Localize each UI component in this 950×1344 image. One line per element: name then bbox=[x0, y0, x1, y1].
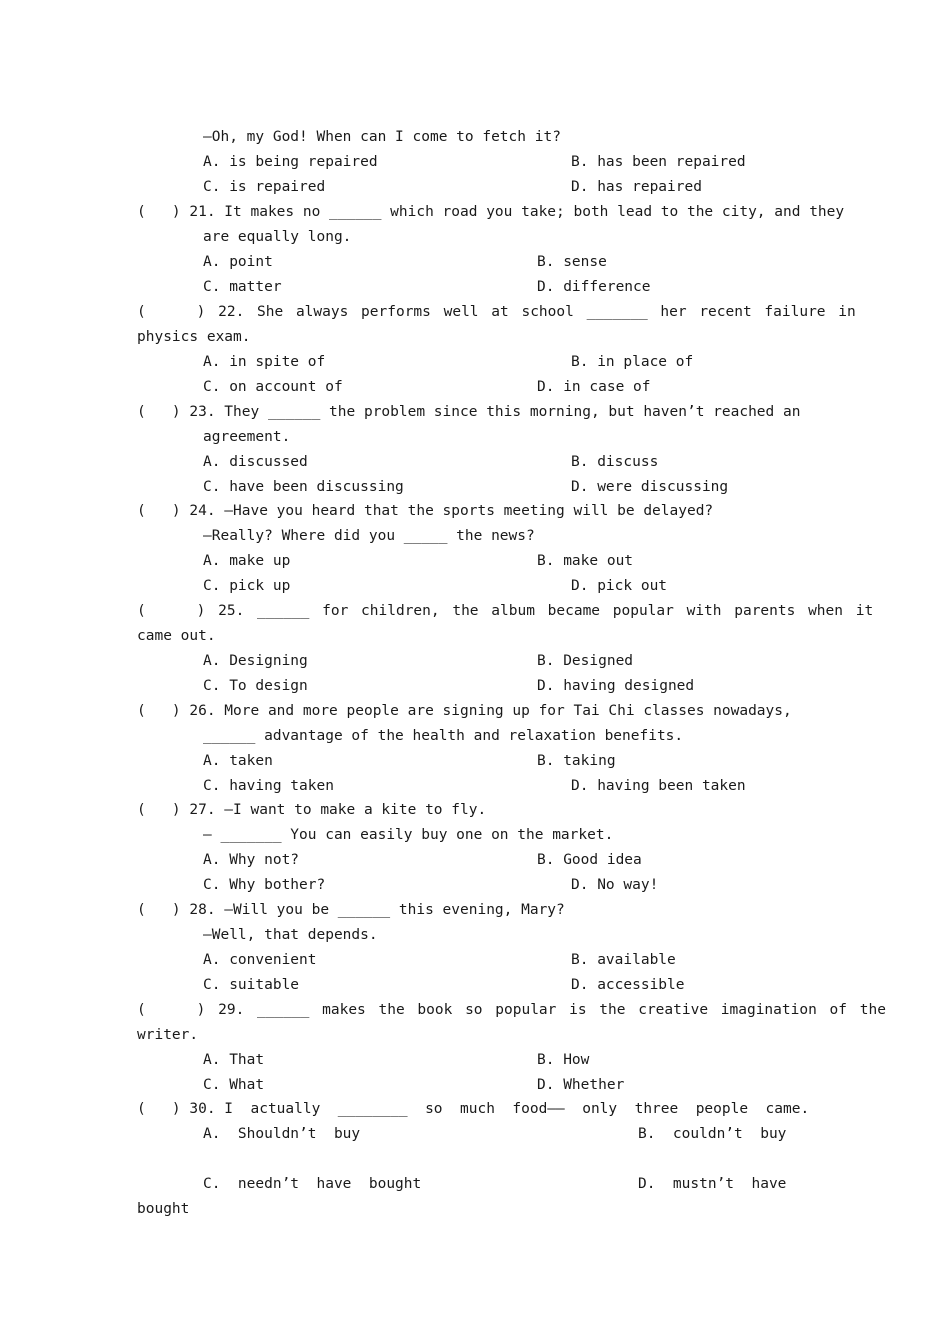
q28-response: —Well, that depends. bbox=[203, 927, 378, 943]
q21-option-c: C. matter bbox=[203, 279, 282, 295]
q21-stem: ( ) 21. It makes no ______ which road you take; both lead to the city, and they bbox=[137, 204, 845, 220]
q28-option-c: C. suitable bbox=[203, 977, 300, 993]
q23-stem: ( ) 23. They ______ the problem since this morning, but haven’t reached an bbox=[137, 404, 801, 420]
q23-option-a: A. discussed bbox=[203, 454, 308, 470]
q29-option-c: C. What bbox=[203, 1077, 265, 1093]
q26-stem-cont: ______ advantage of the health and relaxation benefits. bbox=[203, 728, 684, 744]
q27-option-c: C. Why bother? bbox=[203, 877, 326, 893]
q24-stem: ( ) 24. —Have you heard that the sports meeting will be delayed? bbox=[137, 503, 714, 519]
q30-option-a: A. Shouldn’t buy bbox=[203, 1126, 361, 1142]
q20-response: —Oh, my God! When can I come to fetch it? bbox=[203, 129, 561, 145]
q26-option-b: B. taking bbox=[537, 753, 616, 769]
q26-stem: ( ) 26. More and more people are signing up for Tai Chi classes nowadays, bbox=[137, 703, 792, 719]
q29-option-b: B. How bbox=[537, 1052, 590, 1068]
q24-option-a: A. make up bbox=[203, 553, 291, 569]
q29-option-d: D. Whether bbox=[537, 1077, 625, 1093]
q26-option-a: A. taken bbox=[203, 753, 273, 769]
q28-option-b: B. available bbox=[571, 952, 676, 968]
q25-option-b: B. Designed bbox=[537, 653, 634, 669]
q20-option-d: D. has repaired bbox=[571, 179, 702, 195]
q21-stem-cont: are equally long. bbox=[203, 229, 352, 245]
q22-stem: ( ) 22. She always performs well at school _______ her recent failure in bbox=[137, 304, 856, 320]
q28-option-d: D. accessible bbox=[571, 977, 685, 993]
q28-stem: ( ) 28. —Will you be ______ this evening, Mary? bbox=[137, 902, 565, 918]
q22-option-b: B. in place of bbox=[571, 354, 694, 370]
q25-stem: ( ) 25. ______ for children, the album became popular with parents when it bbox=[137, 603, 874, 619]
q23-option-c: C. have been discussing bbox=[203, 479, 404, 495]
q29-stem-cont: writer. bbox=[137, 1027, 199, 1043]
q30-option-c: C. needn’t have bought bbox=[203, 1176, 422, 1192]
q30-stem: ( ) 30. I actually ________ so much food—— only three people came. bbox=[137, 1101, 810, 1117]
q21-option-a: A. point bbox=[203, 254, 273, 270]
q26-option-c: C. having taken bbox=[203, 778, 334, 794]
q22-option-c: C. on account of bbox=[203, 379, 343, 395]
q22-option-d: D. in case of bbox=[537, 379, 651, 395]
q27-option-a: A. Why not? bbox=[203, 852, 300, 868]
q20-option-b: B. has been repaired bbox=[571, 154, 746, 170]
q28-option-a: A. convenient bbox=[203, 952, 317, 968]
q25-option-d: D. having designed bbox=[537, 678, 695, 694]
q27-stem: ( ) 27. —I want to make a kite to fly. bbox=[137, 802, 487, 818]
q24-option-d: D. pick out bbox=[571, 578, 668, 594]
q21-option-b: B. sense bbox=[537, 254, 607, 270]
q23-option-d: D. were discussing bbox=[571, 479, 729, 495]
q23-option-b: B. discuss bbox=[571, 454, 659, 470]
q20-option-c: C. is repaired bbox=[203, 179, 326, 195]
q22-option-a: A. in spite of bbox=[203, 354, 326, 370]
q25-option-a: A. Designing bbox=[203, 653, 308, 669]
q27-option-d: D. No way! bbox=[571, 877, 659, 893]
q20-option-a: A. is being repaired bbox=[203, 154, 378, 170]
q29-option-a: A. That bbox=[203, 1052, 265, 1068]
q23-stem-cont: agreement. bbox=[203, 429, 291, 445]
q27-response: — _______ You can easily buy one on the market. bbox=[203, 827, 614, 843]
q25-stem-cont: came out. bbox=[137, 628, 216, 644]
q21-option-d: D. difference bbox=[537, 279, 651, 295]
q27-option-b: B. Good idea bbox=[537, 852, 642, 868]
q25-option-c: C. To design bbox=[203, 678, 308, 694]
q30-option-d-cont: bought bbox=[137, 1201, 190, 1217]
q24-response: —Really? Where did you _____ the news? bbox=[203, 528, 535, 544]
q29-stem: ( ) 29. ______ makes the book so popular is the creative imagination of the bbox=[137, 1002, 886, 1018]
q26-option-d: D. having been taken bbox=[571, 778, 746, 794]
q30-option-b: B. couldn’t buy bbox=[638, 1126, 787, 1142]
q24-option-c: C. pick up bbox=[203, 578, 291, 594]
q24-option-b: B. make out bbox=[537, 553, 634, 569]
q30-option-d: D. mustn’t have bbox=[638, 1176, 787, 1192]
q22-stem-cont: physics exam. bbox=[137, 329, 251, 345]
